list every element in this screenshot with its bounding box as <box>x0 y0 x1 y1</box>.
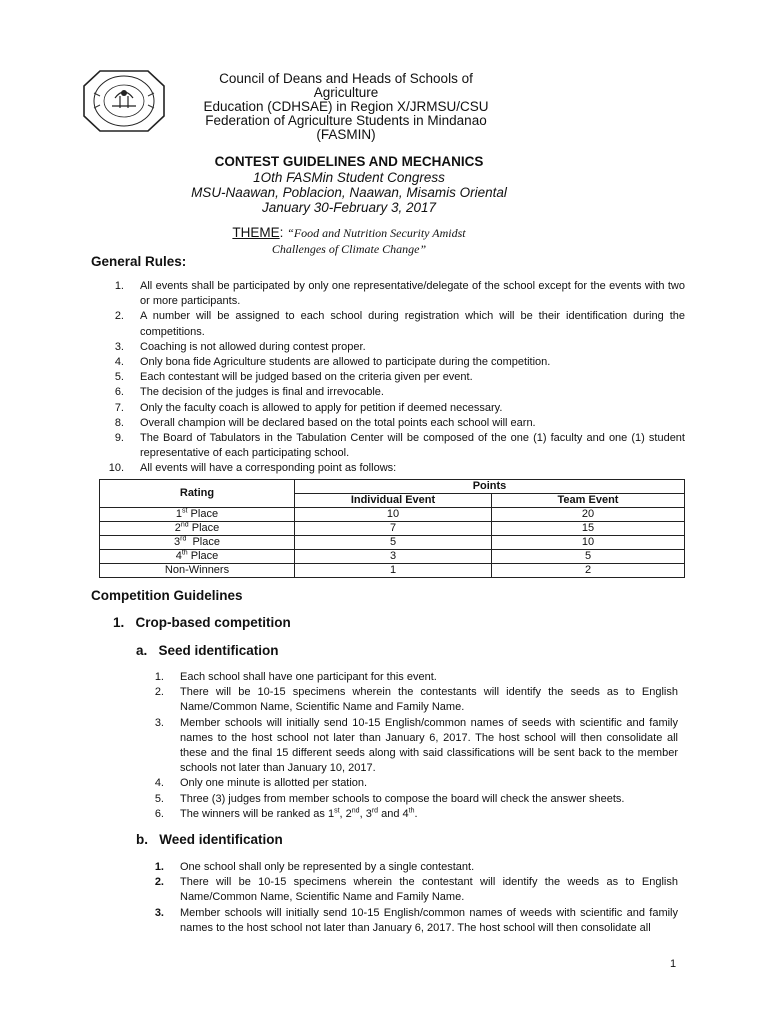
seed-identification-list <box>140 670 678 822</box>
points-column-header: Points <box>295 480 685 494</box>
list-item: 7. Only the faculty coach is allowed to apply for petition if deemed necessary. <box>114 401 503 414</box>
general-rules-heading: General Rules: <box>91 254 187 269</box>
fasmin-seal-logo <box>82 68 166 134</box>
list-item: 6. The winners will be ranked as 1st, 2nd, 3rd and 4th. <box>154 807 418 820</box>
list-item: 3. Member schools will initially send 10-15 English/common names of weeds with scientific and family names to the host school not later than January 6, 2017. The host school will then consolidate all <box>154 906 678 934</box>
theme-block: THEME: “Food and Nutrition Security Amidst Challenges of Climate Change” <box>150 224 548 257</box>
crop-based-heading: 1. Crop-based competition <box>113 615 291 630</box>
list-item: 3. Member schools will initially send 10-15 English/common names of seeds with scientific and family names to the host school not later than January 6, 2017. The host school will then consolidate all these and the final 15 different seeds along with said classifications will be sent back to the member schools not later than January 10, 2017. <box>154 716 678 775</box>
list-item: 2. A number will be assigned to each school during registration which will be their identification during the competitions. <box>114 310 685 338</box>
list-item: 9. The Board of Tabulators in the Tabulation Center will be composed of the one (1) faculty and one (1) student representative of each participating school. <box>114 432 685 460</box>
list-item: 8. Overall champion will be declared based on the total points each school will earn. <box>114 416 536 429</box>
weed-identification-heading: b. Weed identification <box>136 832 283 847</box>
list-item: 1. One school shall only be represented by a single contestant. <box>154 861 475 873</box>
points-table <box>99 479 685 578</box>
list-item: 3. Coaching is not allowed during contest proper. <box>114 340 366 353</box>
seed-identification-heading: a. Seed identification <box>136 643 279 658</box>
list-item: 4. Only one minute is allotted per station. <box>154 777 368 790</box>
event-name: 1Oth FASMin Student Congress <box>253 170 445 185</box>
document-title: CONTEST GUIDELINES AND MECHANICS <box>214 154 484 169</box>
table-row: 1st Place 10 20 <box>100 508 685 522</box>
event-dates: January 30-February 3, 2017 <box>261 200 437 215</box>
header-line-3: Federation of Agriculture Students in Mindanao <box>205 113 487 128</box>
document-title-block <box>150 154 548 215</box>
event-venue: MSU-Naawan, Poblacion, Naawan, Misamis Oriental <box>191 185 507 200</box>
list-item: 5. Each contestant will be judged based on the criteria given per event. <box>114 371 473 384</box>
list-item: 10. All events will have a corresponding point as follows: <box>108 462 397 475</box>
page-number: 1 <box>670 958 677 970</box>
team-event-header: Team Event <box>492 494 685 508</box>
competition-guidelines-heading: Competition Guidelines <box>91 588 243 603</box>
list-item: 1. All events shall be participated by only one representative/delegate of the school except for the events with two or more participants. <box>114 280 685 308</box>
general-rules-list <box>104 279 685 477</box>
table-row: Non-Winners 1 2 <box>100 564 685 578</box>
theme-line-1: “Food and Nutrition Security Amidst <box>287 226 466 240</box>
list-item: 4. Only bona fide Agriculture students are allowed to participate during the competition. <box>114 356 551 369</box>
list-item: 2. There will be 10-15 specimens wherein the contestants will identify the seeds as to English Name/Common Name, Scientific Name and Family Name. <box>154 686 678 714</box>
theme-line-2: Challenges of Climate Change” <box>271 242 427 256</box>
header-line-2: Education (CDHSAE) in Region X/JRMSU/CSU <box>203 99 489 114</box>
list-item: 5. Three (3) judges from member schools to compose the board will check the answer sheets. <box>154 792 625 805</box>
individual-event-header: Individual Event <box>295 494 492 508</box>
weed-identification-list <box>140 860 678 936</box>
table-row: 3rd Place 5 10 <box>100 536 685 550</box>
header-line-4: (FASMIN) <box>316 127 376 142</box>
list-item: 2. There will be 10-15 specimens wherein the contestant will identify the weeds as to English Name/Common Name, Scientific Name and Family Name. <box>154 876 678 904</box>
theme-label: THEME <box>232 225 280 240</box>
table-row: 4th Place 3 5 <box>100 550 685 564</box>
rating-column-header: Rating <box>100 480 295 508</box>
table-row: 2nd Place 7 15 <box>100 522 685 536</box>
list-item: 6. The decision of the judges is final and irrevocable. <box>114 386 384 399</box>
organization-header <box>196 72 496 142</box>
header-line-1: Council of Deans and Heads of Schools of Agriculture <box>219 71 473 100</box>
list-item: 1. Each school shall have one participant for this event. <box>154 671 437 683</box>
